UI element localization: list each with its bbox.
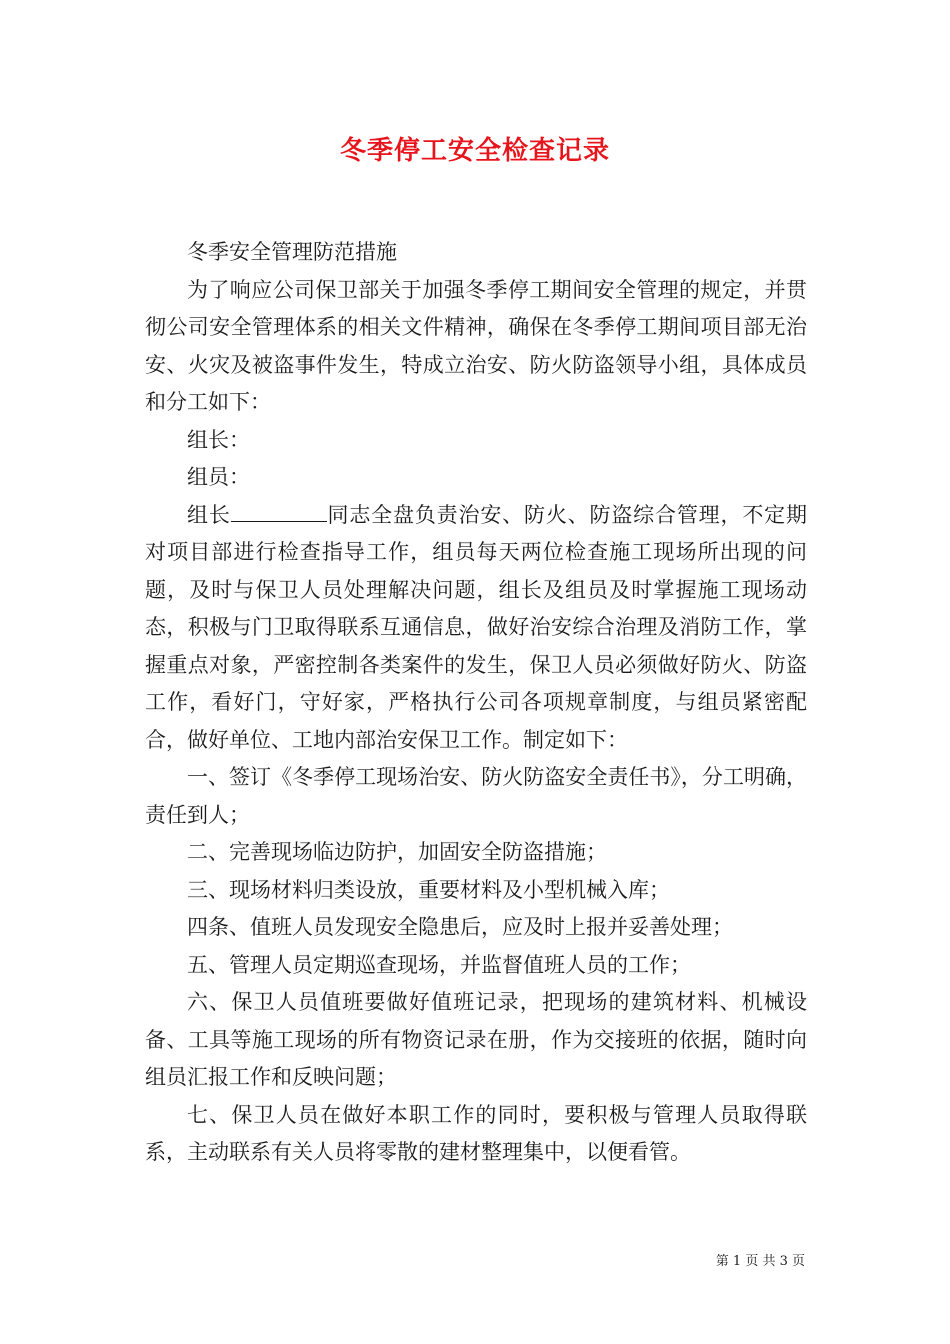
document-body <box>145 234 807 1172</box>
duty-prefix: 组长 <box>187 502 231 527</box>
list-item: 七、保卫人员在做好本职工作的同时，要积极与管理人员取得联系，主动联系有关人员将零散的建材整理集中，以便看管。 <box>145 1102 807 1164</box>
duty-text: 同志全盘负责治安、防火、防盗综合管理，不定期对项目部进行检查指导工作，组员每天两位检查施工现场所出现的问题，及时与保卫人员处理解决问题，组长及组员及时掌握施工现场动态，积极与门卫取得联系互通信息，做好治安综合治理及消防工作，掌握重点对象，严密控制各类案件的发生，保卫人员必须做好防火、防盗工作，看好门，守好家，严格执行公司各项规章制度，与组员紧密配合，做好单位、工地内部治安保卫工作。制定如下： <box>145 502 808 752</box>
list-item: 一、签订《冬季停工现场治安、防火防盗安全责任书》，分工明确，责任到人； <box>145 765 807 827</box>
list-item: 二、完善现场临边防护，加固安全防盗措施； <box>187 840 607 864</box>
section-subtitle: 冬季安全管理防范措施 <box>187 240 397 264</box>
page-indicator: 第 1 页 共 3 页 <box>715 1254 805 1269</box>
duty-paragraph <box>145 497 807 760</box>
list-item: 四条、值班人员发现安全隐患后，应及时上报并妥善处理； <box>187 915 733 939</box>
list-item: 五、管理人员定期巡查现场，并监督值班人员的工作； <box>187 952 691 977</box>
list-item: 六、保卫人员值班要做好值班记录，把现场的建筑材料、机械设备、工具等施工现场的所有物资记录在册，作为交接班的依据，随时向组员汇报工作和反映问题； <box>145 990 807 1089</box>
name-blank-line <box>231 503 327 522</box>
document-title: 冬季停工安全检查记录 <box>339 136 610 166</box>
leader-label: 组长： <box>187 427 250 452</box>
intro-paragraph: 为了响应公司保卫部关于加强冬季停工期间安全管理的规定，并贯彻公司安全管理体系的相关文件精神，确保在冬季停工期间项目部无治安、火灾及被盗事件发生，特成立治安、防火防盗领导小组，具体成员和分工如下： <box>145 277 807 414</box>
list-item: 三、现场材料归类设放，重要材料及小型机械入库； <box>187 877 670 902</box>
member-label: 组员： <box>187 465 250 489</box>
